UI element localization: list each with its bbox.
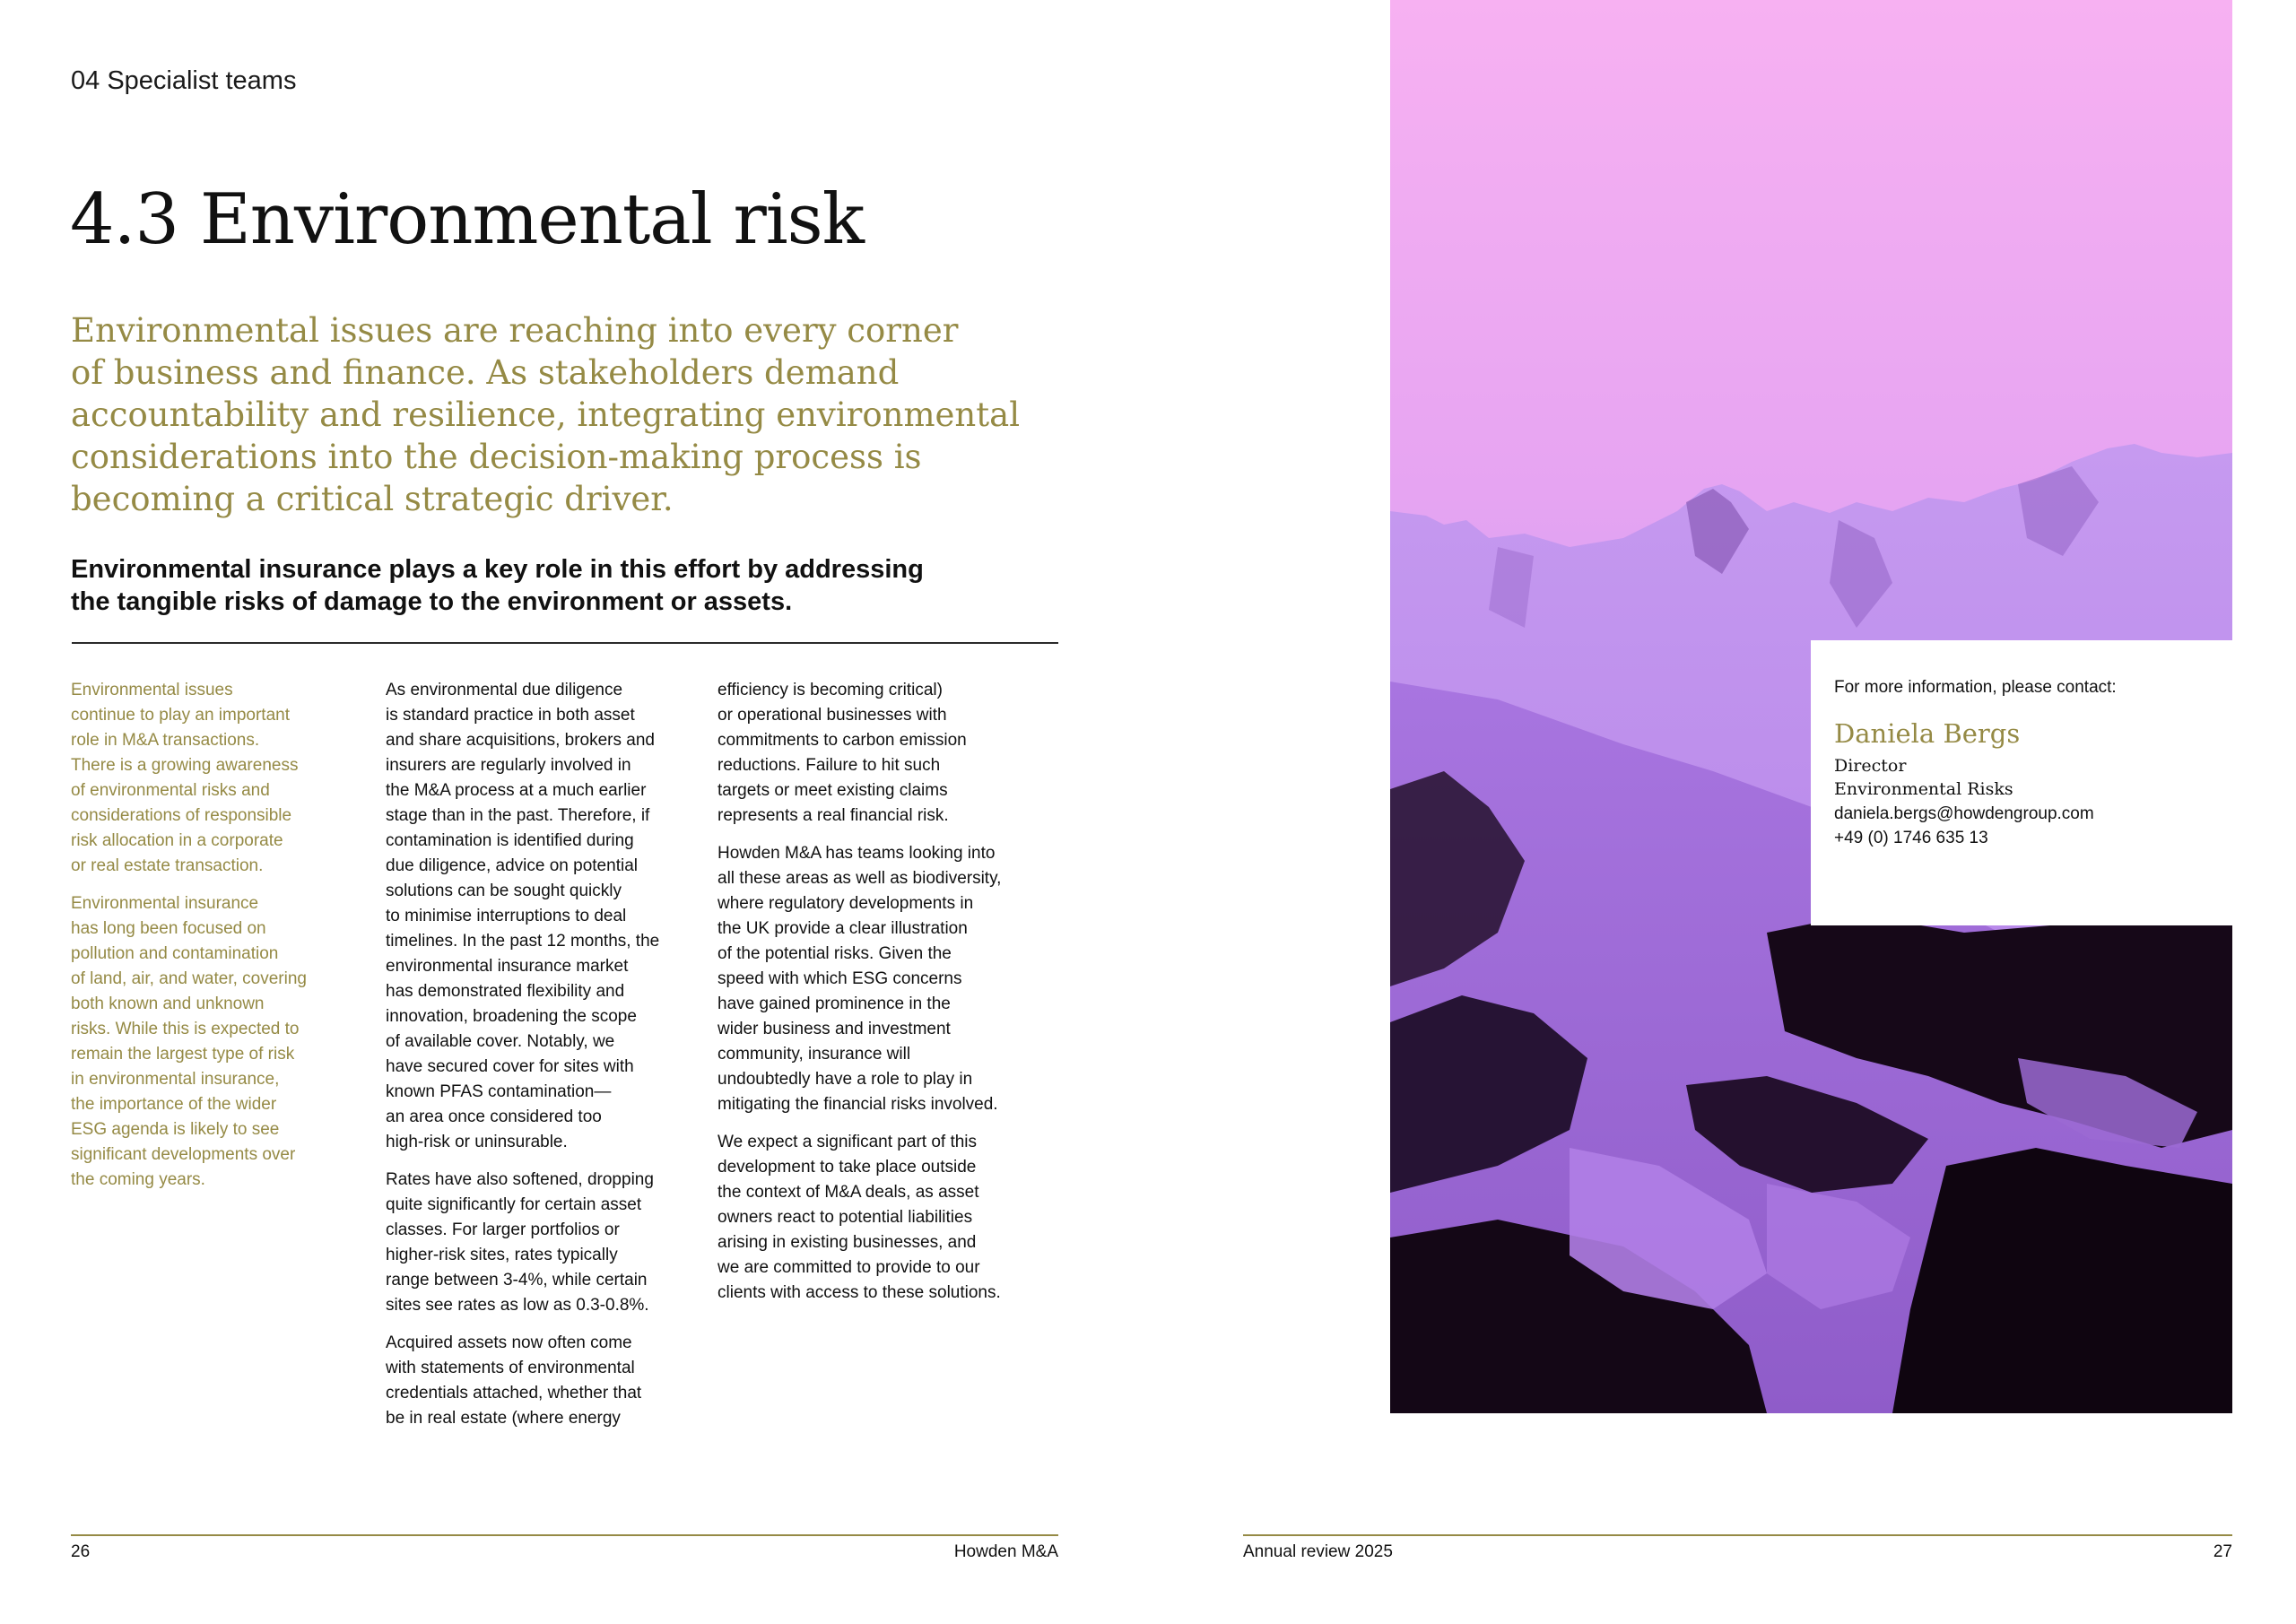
body-column-3	[718, 678, 1040, 1318]
page-number-left: 26	[71, 1542, 91, 1561]
body-line: mitigating the financial risks involved.	[718, 1095, 998, 1114]
subheading-line: Environmental insurance plays a key role in this effort by addressing	[71, 555, 924, 584]
body-line: wider business and investment	[718, 1020, 951, 1038]
contact-phone[interactable]: +49 (0) 1746 635 13	[1834, 829, 1988, 847]
body-line: significant developments over	[71, 1145, 296, 1164]
body-line: has demonstrated flexibility and	[386, 982, 625, 1001]
body-line: There is a growing awareness	[71, 756, 299, 775]
body-line: of available cover. Notably, we	[386, 1032, 615, 1051]
lead-line: of business and finance. As stakeholders demand	[71, 353, 900, 392]
section-label: 04 Specialist teams	[71, 66, 297, 95]
body-line: to minimise interruptions to deal	[386, 907, 627, 925]
body-line: efficiency is becoming critical)	[718, 681, 943, 699]
body-line: risks. While this is expected to	[71, 1020, 300, 1038]
body-line: both known and unknown	[71, 994, 265, 1013]
body-line: Environmental issues	[71, 681, 233, 699]
body-line: community, insurance will	[718, 1045, 911, 1064]
body-line: continue to play an important	[71, 706, 290, 725]
body-line: environmental insurance market	[386, 957, 629, 976]
body-line: in environmental insurance,	[71, 1070, 280, 1089]
body-line: have gained prominence in the	[718, 994, 951, 1013]
body-line: where regulatory developments in	[718, 894, 974, 913]
footer-label-right: Annual review 2025	[1243, 1542, 1393, 1561]
body-line: timelines. In the past 12 months, the	[386, 932, 660, 951]
body-line: pollution and contamination	[71, 944, 279, 963]
body-line: with statements of environmental	[386, 1359, 635, 1377]
body-line: or operational businesses with	[718, 706, 947, 725]
body-paragraph	[718, 1130, 1040, 1306]
body-line: Environmental insurance	[71, 894, 259, 913]
body-line: is standard practice in both asset	[386, 706, 635, 725]
body-line: we are committed to provide to our	[718, 1258, 980, 1277]
body-column-2	[386, 678, 691, 1444]
body-line: targets or meet existing claims	[718, 781, 948, 800]
lead-paragraph	[71, 309, 1022, 520]
body-line: innovation, broadening the scope	[386, 1007, 637, 1026]
body-line: the coming years.	[71, 1170, 205, 1189]
body-line: classes. For larger portfolios or	[386, 1220, 620, 1239]
body-line: Acquired assets now often come	[386, 1333, 632, 1352]
subheading	[71, 553, 1004, 618]
body-paragraph	[71, 891, 340, 1193]
body-line: ESG agenda is likely to see	[71, 1120, 280, 1139]
body-paragraph	[386, 1331, 691, 1431]
footer-label-left: Howden M&A	[953, 1542, 1058, 1561]
body-line: risk allocation in a corporate	[71, 831, 283, 850]
body-paragraph	[718, 678, 1040, 829]
body-line: has long been focused on	[71, 919, 266, 938]
body-line: credentials attached, whether that	[386, 1384, 642, 1403]
page-number-right: 27	[2213, 1542, 2232, 1561]
body-line: stage than in the past. Therefore, if	[386, 806, 650, 825]
body-line: the M&A process at a much earlier	[386, 781, 647, 800]
body-line: As environmental due diligence	[386, 681, 623, 699]
footer-rule-right	[1243, 1534, 2232, 1536]
body-line: of the potential risks. Given the	[718, 944, 952, 963]
body-paragraph	[718, 841, 1040, 1117]
subheading-line: the tangible risks of damage to the environment or assets.	[71, 587, 793, 616]
section-divider	[72, 642, 1058, 644]
body-line: considerations of responsible	[71, 806, 292, 825]
body-line: commitments to carbon emission	[718, 731, 967, 750]
body-column-1	[71, 678, 340, 1205]
body-line: owners react to potential liabilities	[718, 1208, 973, 1227]
body-paragraph	[386, 678, 691, 1155]
body-line: range between 3-4%, while certain	[386, 1271, 648, 1290]
contact-intro: For more information, please contact:	[1834, 678, 2117, 697]
contact-role: Director	[1834, 756, 1907, 776]
contact-email-link[interactable]: daniela.bergs@howdengroup.com	[1834, 804, 2094, 823]
body-line: remain the largest type of risk	[71, 1045, 295, 1064]
body-line: reductions. Failure to hit such	[718, 756, 941, 775]
footer-rule-left	[71, 1534, 1058, 1536]
body-line: insurers are regularly involved in	[386, 756, 631, 775]
lead-line: accountability and resilience, integrating environmental	[71, 395, 1021, 434]
body-line: undoubtedly have a role to play in	[718, 1070, 973, 1089]
body-line: clients with access to these solutions.	[718, 1283, 1001, 1302]
body-line: all these areas as well as biodiversity,	[718, 869, 1002, 888]
body-line: the importance of the wider	[71, 1095, 277, 1114]
body-line: development to take place outside	[718, 1158, 977, 1177]
body-line: Howden M&A has teams looking into	[718, 844, 996, 863]
body-line: higher-risk sites, rates typically	[386, 1246, 618, 1264]
body-line: arising in existing businesses, and	[718, 1233, 977, 1252]
body-paragraph	[386, 1168, 691, 1318]
lead-line: Environmental issues are reaching into every corner	[71, 311, 959, 350]
body-line: be in real estate (where energy	[386, 1409, 621, 1428]
body-paragraph	[71, 678, 340, 879]
body-line: the context of M&A deals, as asset	[718, 1183, 979, 1202]
body-line: represents a real financial risk.	[718, 806, 949, 825]
body-line: and share acquisitions, brokers and	[386, 731, 655, 750]
body-line: solutions can be sought quickly	[386, 881, 622, 900]
body-line: an area once considered too	[386, 1107, 602, 1126]
body-line: quite significantly for certain asset	[386, 1195, 642, 1214]
lead-line: becoming a critical strategic driver.	[71, 480, 674, 518]
contact-department: Environmental Risks	[1834, 779, 2013, 799]
body-line: or real estate transaction.	[71, 856, 264, 875]
body-line: the UK provide a clear illustration	[718, 919, 968, 938]
lead-line: considerations into the decision-making process is	[71, 438, 922, 476]
contact-card	[1811, 640, 2232, 925]
body-line: role in M&A transactions.	[71, 731, 260, 750]
body-line: high-risk or uninsurable.	[386, 1133, 568, 1151]
body-line: have secured cover for sites with	[386, 1057, 634, 1076]
body-line: speed with which ESG concerns	[718, 969, 962, 988]
body-line: Rates have also softened, dropping	[386, 1170, 654, 1189]
body-line: We expect a significant part of this	[718, 1133, 978, 1151]
body-line: known PFAS contamination—	[386, 1082, 612, 1101]
body-line: of land, air, and water, covering	[71, 969, 307, 988]
contact-name: Daniela Bergs	[1834, 718, 2021, 749]
page-title: 4.3 Environmental risk	[70, 179, 864, 260]
body-line: contamination is identified during	[386, 831, 634, 850]
body-line: sites see rates as low as 0.3-0.8%.	[386, 1296, 649, 1315]
body-line: of environmental risks and	[71, 781, 270, 800]
body-line: due diligence, advice on potential	[386, 856, 638, 875]
